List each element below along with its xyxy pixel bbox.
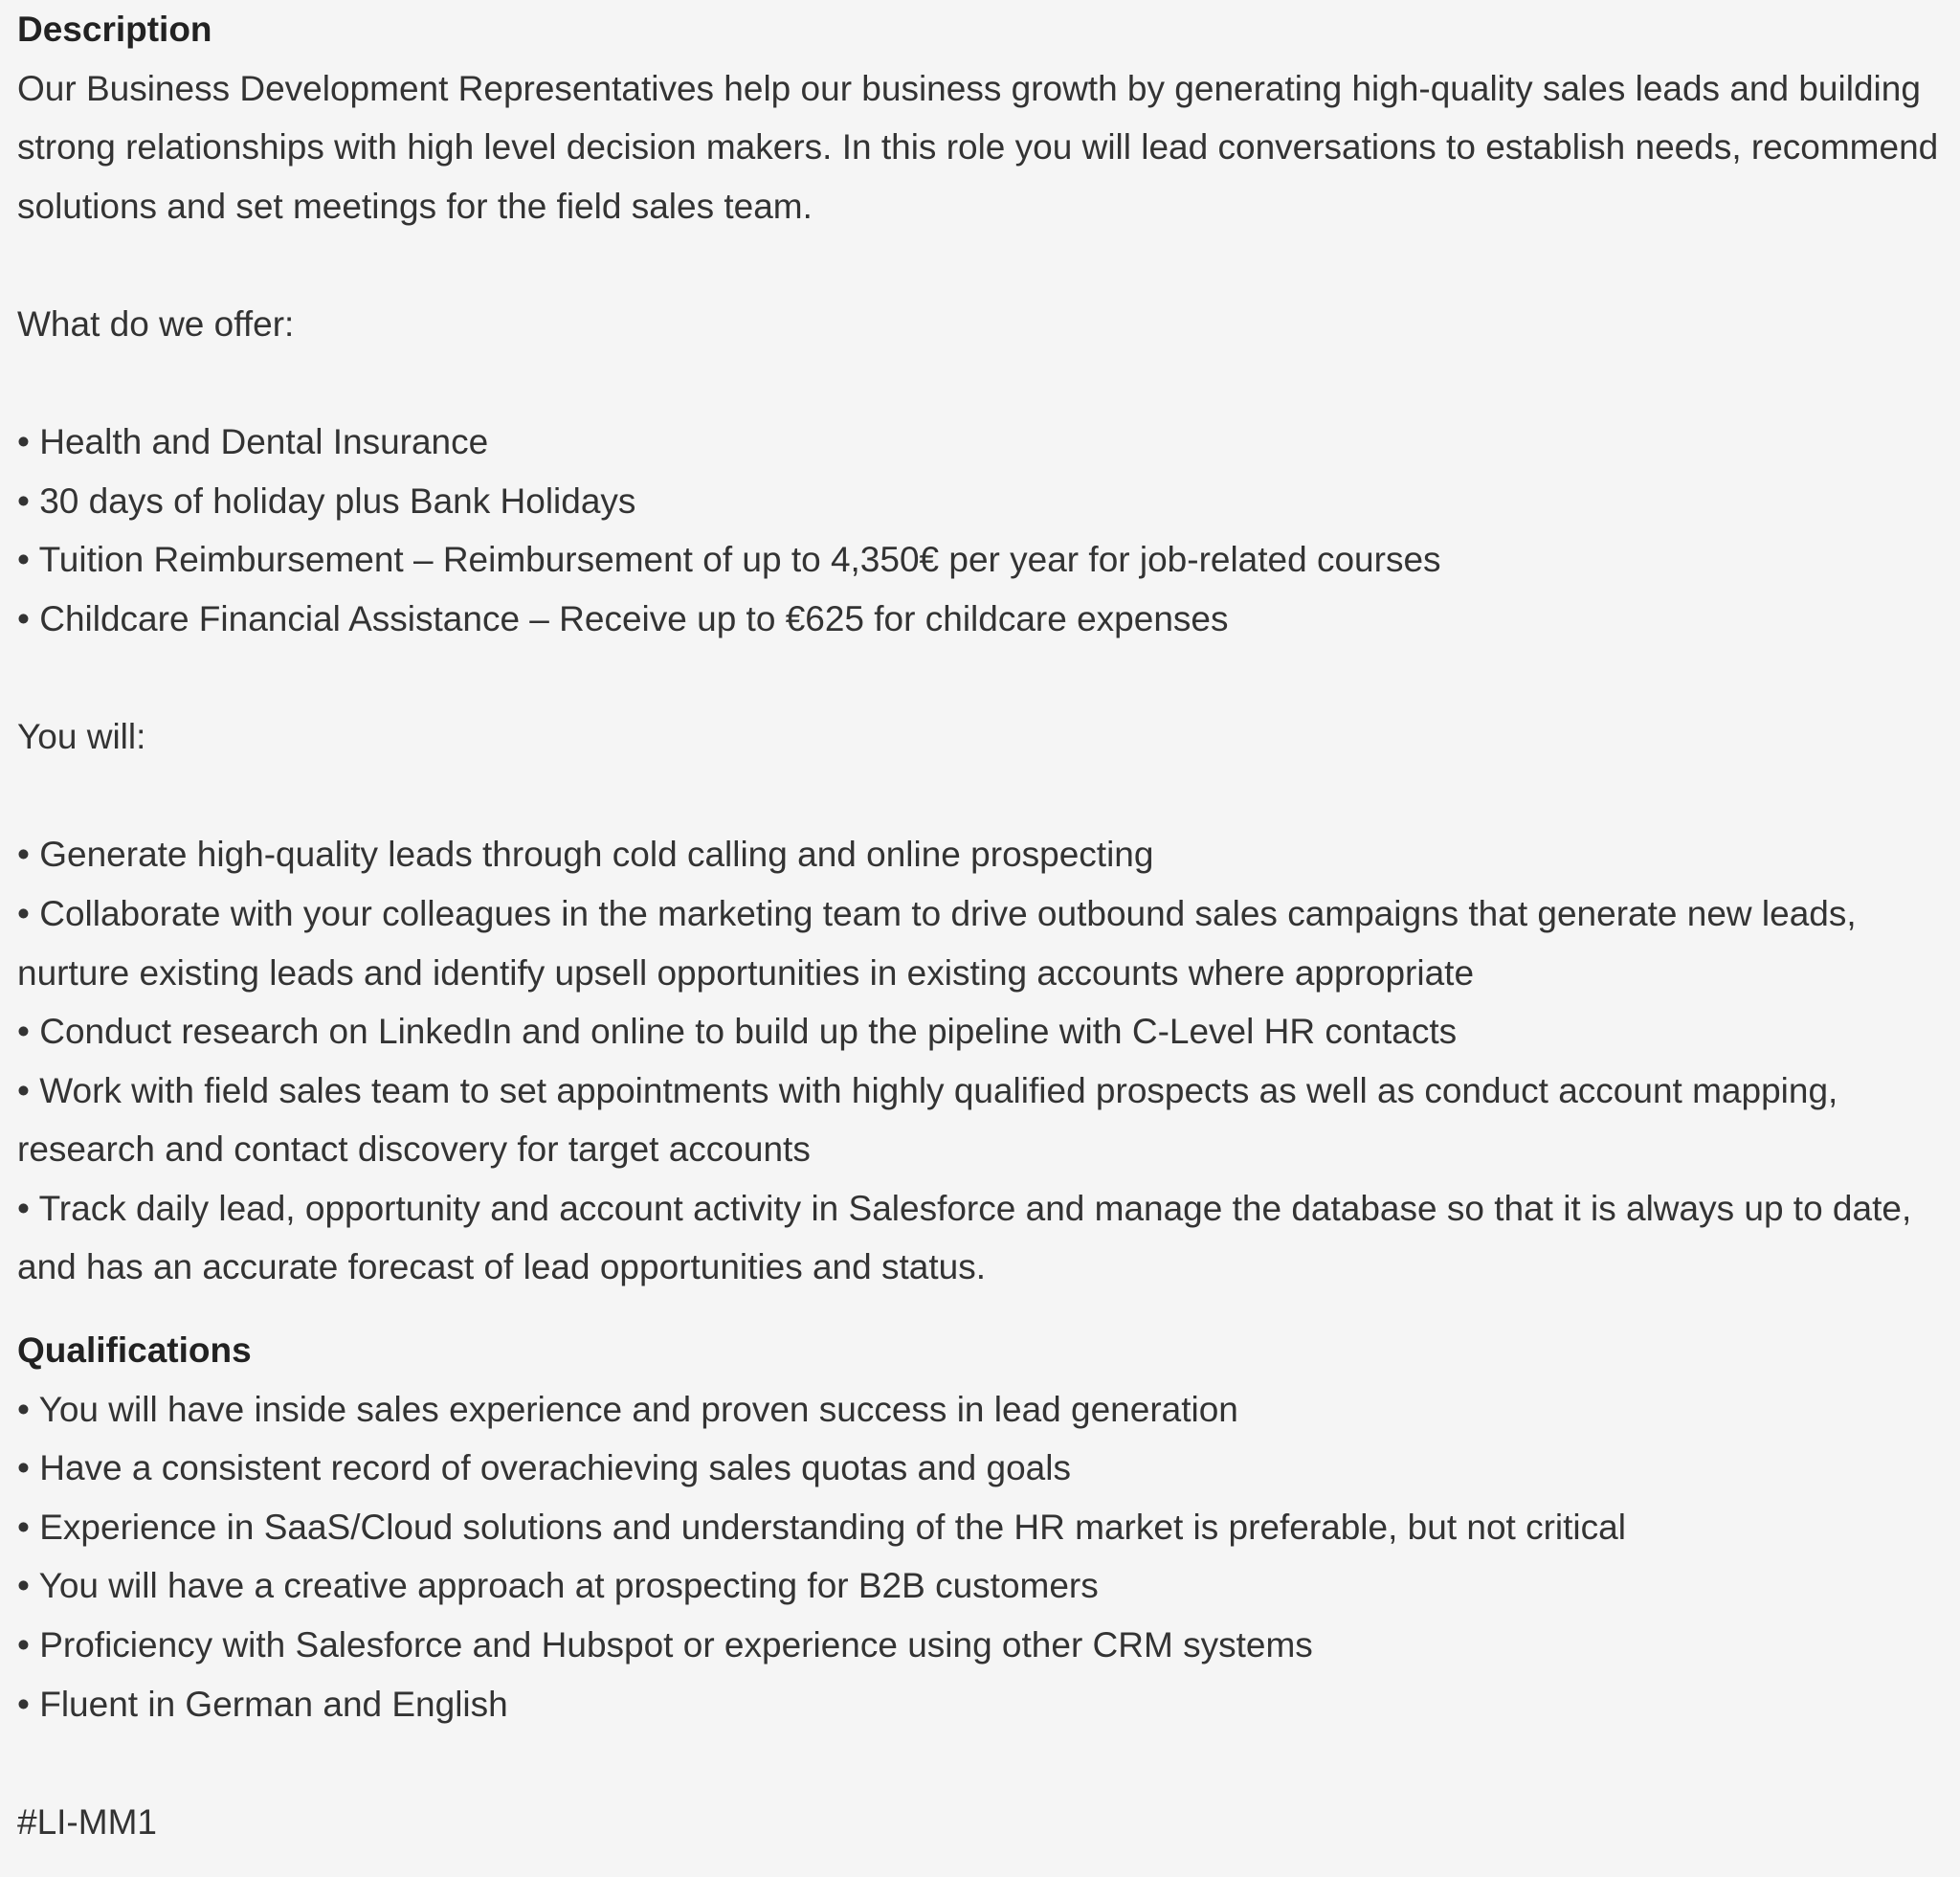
spacer [17, 649, 1943, 708]
list-item: • Health and Dental Insurance [17, 422, 489, 462]
description-intro: Our Business Development Representatives help our business growth by generating high-quality sales leads and building strong relationships with high level decision makers. In this role you will lead conversations to establish needs, recommend solutions and set meetings for the field sales team. [17, 68, 1939, 226]
spacer [17, 354, 1943, 413]
job-tag: #LI-MM1 [17, 1801, 157, 1842]
you-will-heading: You will: [17, 717, 146, 757]
list-item: • Childcare Financial Assistance – Receive up to €625 for childcare expenses [17, 598, 1229, 638]
offer-list [17, 413, 1943, 648]
list-item: • Fluent in German and English [17, 1684, 508, 1724]
list-item: • Proficiency with Salesforce and Hubspot or experience using other CRM systems [17, 1625, 1313, 1665]
list-item: • You will have inside sales experience and proven success in lead generation [17, 1389, 1238, 1429]
qualifications-heading: Qualifications [17, 1330, 252, 1371]
spacer [17, 1733, 1943, 1793]
description-heading: Description [17, 10, 212, 49]
list-item: • Conduct research on LinkedIn and online to build up the pipeline with C-Level HR contacts [17, 1012, 1458, 1052]
list-item: • Track daily lead, opportunity and account activity in Salesforce and manage the database so that it is always up to date, and has an accurate forecast of lead opportunities and status. [17, 1188, 1912, 1287]
list-item: • Tuition Reimbursement – Reimbursement of up to 4,350€ per year for job-related courses [17, 540, 1441, 580]
spacer [17, 235, 1943, 295]
list-item: • 30 days of holiday plus Bank Holidays [17, 480, 636, 521]
list-item: • Experience in SaaS/Cloud solutions and understanding of the HR market is preferable, but not critical [17, 1507, 1626, 1547]
qualifications-list [17, 1380, 1943, 1734]
list-item: • Collaborate with your colleagues in the marketing team to drive outbound sales campaigns that generate new leads, nurture existing leads and identify upsell opportunities in existing accounts where appropriate [17, 893, 1857, 993]
list-item: • Work with field sales team to set appointments with highly qualified prospects as well as conduct account mapping, research and contact discovery for target accounts [17, 1070, 1838, 1170]
list-item: • Generate high-quality leads through cold calling and online prospecting [17, 835, 1154, 875]
list-item: • You will have a creative approach at prospecting for B2B customers [17, 1566, 1099, 1606]
you-will-list [17, 825, 1943, 1297]
spacer [17, 767, 1943, 826]
offer-heading: What do we offer: [17, 303, 295, 344]
list-item: • Have a consistent record of overachieving sales quotas and goals [17, 1448, 1071, 1488]
